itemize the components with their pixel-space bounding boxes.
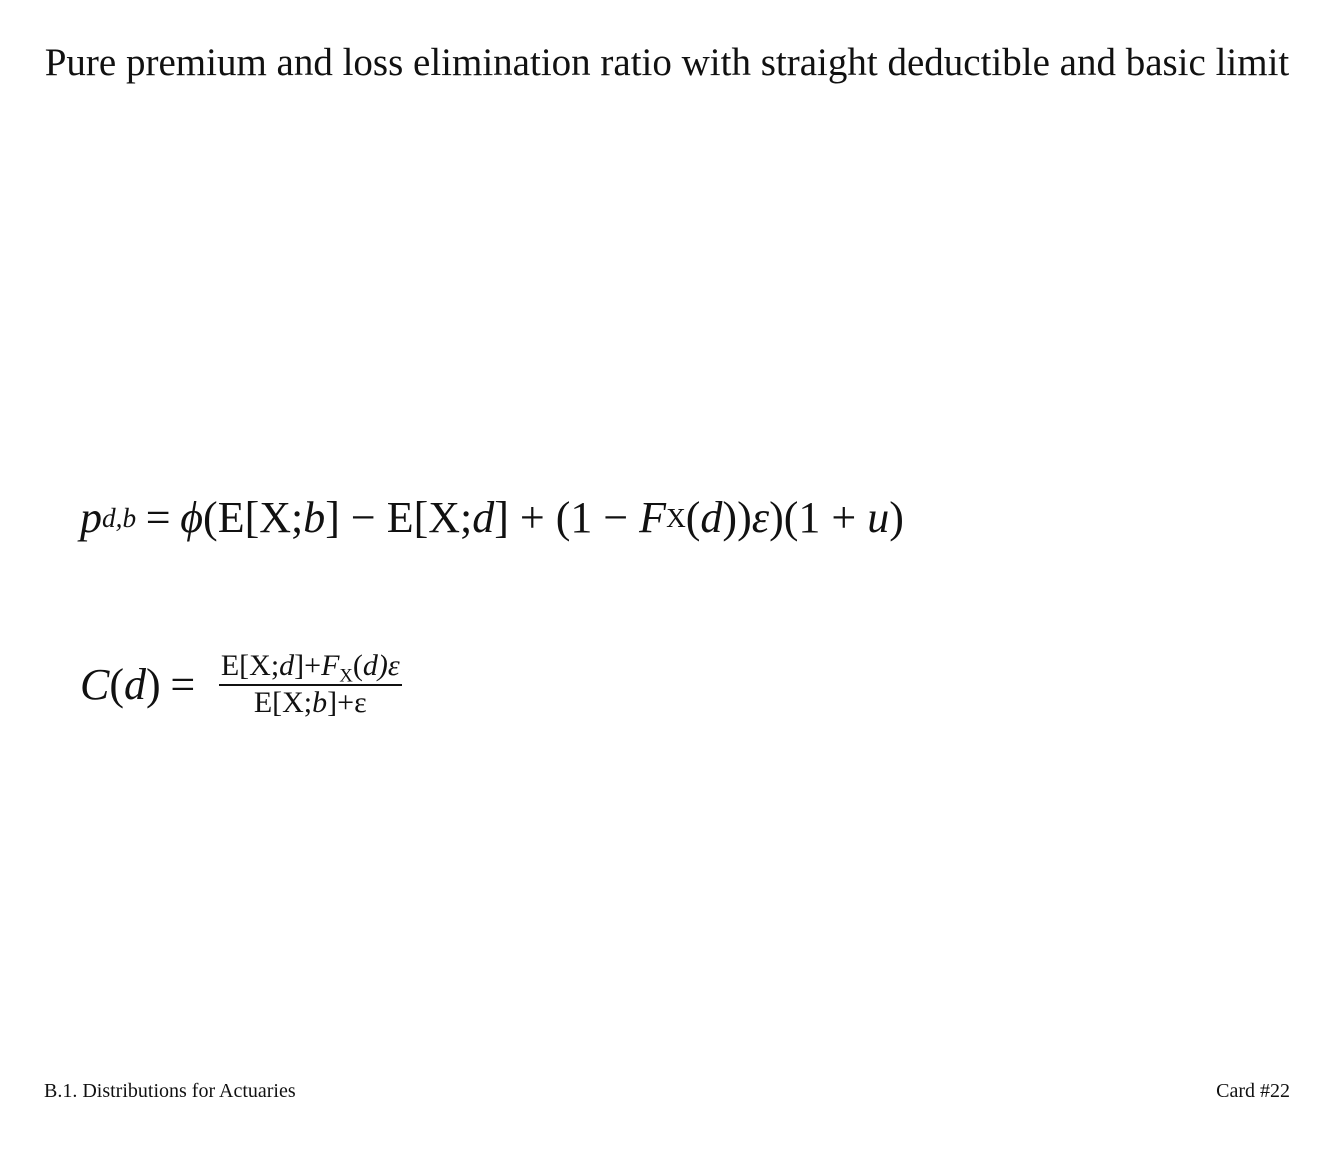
- formula-part: )(1 +: [769, 493, 868, 542]
- var-F: F: [639, 493, 667, 542]
- phi-symbol: ϕ: [180, 493, 204, 542]
- formula-part: ): [889, 493, 904, 542]
- fraction: [219, 650, 402, 719]
- formula-part: ] + (1 −: [494, 493, 640, 542]
- var-d: d: [700, 493, 723, 542]
- formula-part: (: [685, 493, 701, 542]
- formula-part: E[X;: [253, 686, 313, 719]
- var-d: d: [279, 649, 295, 682]
- var-u: u: [867, 493, 890, 542]
- pure-premium-formula: p d,b = ϕ (E[X; b ] − E[X; d ] + (1 − F X ( d )) ε )(1 + u ): [80, 493, 904, 542]
- equals-sign: =: [145, 493, 171, 542]
- var-b: b: [303, 493, 326, 542]
- formula-part: (E[X;: [203, 493, 304, 542]
- var-F: F: [321, 649, 340, 682]
- footer-section-label: B.1. Distributions for Actuaries: [44, 1080, 296, 1102]
- var-b: b: [312, 686, 328, 719]
- footer-card-number: Card #22: [1216, 1080, 1290, 1102]
- formula-part: )): [722, 493, 752, 542]
- equals-sign: =: [170, 660, 196, 709]
- formula-part: ]+: [294, 649, 322, 682]
- var-d: d: [472, 493, 495, 542]
- var-epsilon: ε: [751, 493, 770, 542]
- fraction-denominator: [254, 686, 367, 719]
- formula-part: (: [109, 660, 125, 709]
- formula-part: E[X;: [220, 649, 280, 682]
- card-title: Pure premium and loss elimination ratio with straight deductible and basic limit: [44, 41, 1290, 84]
- formula-part: ]+ε: [327, 686, 367, 719]
- var-d: d: [124, 660, 147, 709]
- formula-part: (: [352, 649, 363, 682]
- var-d: d: [362, 649, 378, 682]
- formula-part: ] − E[X;: [325, 493, 473, 542]
- formula-part: )ε: [377, 649, 400, 682]
- formula-lhs: p: [80, 493, 102, 542]
- fraction-numerator: [219, 650, 402, 686]
- loss-elimination-ratio-formula: [80, 650, 402, 719]
- var-C: C: [80, 660, 110, 709]
- var-F-subscript: X: [339, 665, 353, 687]
- formula-part: ): [146, 660, 161, 709]
